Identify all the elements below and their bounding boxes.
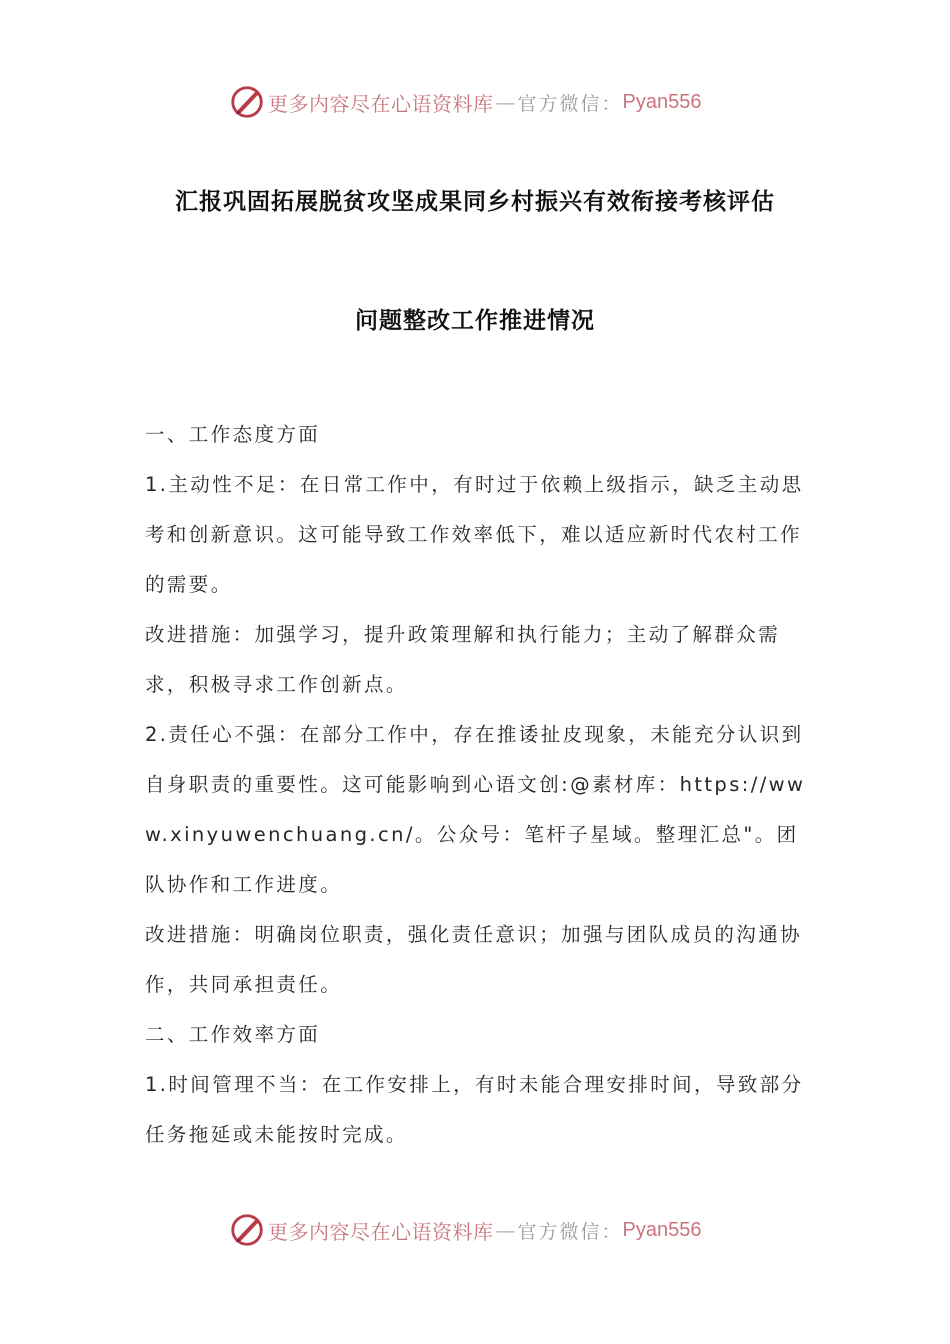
header-watermark xyxy=(228,80,701,124)
paragraph-time-management: 1.时间管理不当：在工作安排上，有时未能合理安排时间，导致部分任务拖延或未能按时完成。 xyxy=(145,1073,804,1146)
watermark-dash: — xyxy=(495,1218,516,1242)
pen-logo-icon xyxy=(228,83,266,121)
pen-logo-icon xyxy=(228,1211,266,1249)
footer-watermark xyxy=(228,1208,701,1252)
paragraph-initiative: 1.主动性不足：在日常工作中，有时过于依赖上级指示，缺乏主动思考和创新意识。这可能导致工作效率低下，难以适应新时代农村工作的需要。 xyxy=(145,473,804,596)
document-body xyxy=(145,410,810,1160)
document-title-line-2: 问题整改工作推进情况 xyxy=(355,308,595,334)
wechat-id: Pyan556 xyxy=(622,1218,702,1241)
paragraph-measures-2: 改进措施：明确岗位职责，强化责任意识；加强与团队成员的沟通协作，共同承担责任。 xyxy=(145,923,803,996)
wechat-label: 官方微信： xyxy=(517,1220,623,1243)
section-heading-attitude: 一、工作态度方面 xyxy=(145,423,321,446)
wechat-id: Pyan556 xyxy=(622,90,702,113)
watermark-text: 更多内容尽在心语资料库 xyxy=(268,1219,494,1244)
paragraph-measures-1: 改进措施：加强学习，提升政策理解和执行能力；主动了解群众需求，积极寻求工作创新点。 xyxy=(145,623,781,696)
watermark-dash: — xyxy=(495,90,516,114)
document-title-line-1: 汇报巩固拓展脱贫攻坚成果同乡村振兴有效衔接考核评估 xyxy=(175,189,775,215)
wechat-label: 官方微信： xyxy=(517,92,623,115)
paragraph-responsibility: 2.责任心不强：在部分工作中，存在推诿扯皮现象，未能充分认识到自身职责的重要性。这可能影响到心语文创:@素材库：https://www.xinyuwenchuang.cn/。公众号：笔杆子星域。整理汇总"。团队协作和工作进度。 xyxy=(145,723,806,896)
watermark-text: 更多内容尽在心语资料库 xyxy=(268,91,494,116)
section-heading-efficiency: 二、工作效率方面 xyxy=(145,1023,321,1046)
